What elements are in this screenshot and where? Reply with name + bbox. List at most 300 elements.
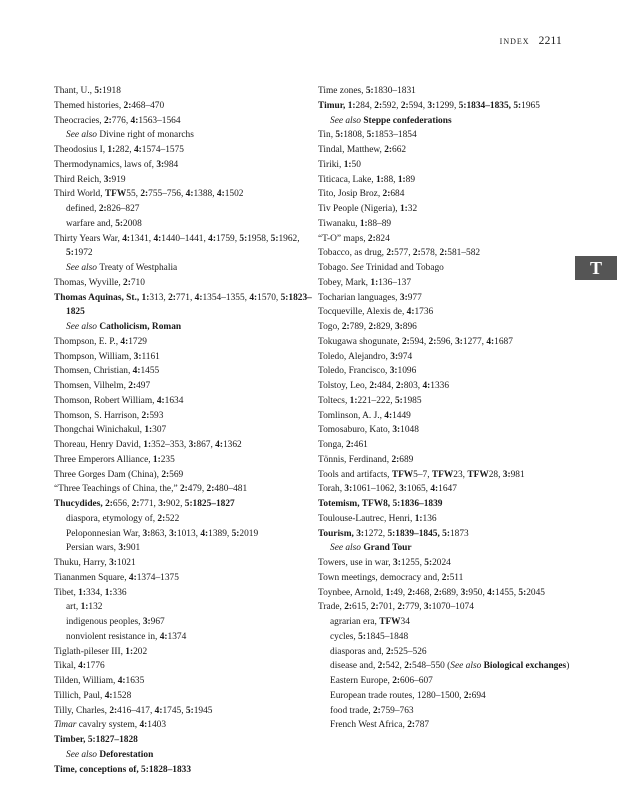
entry-text: 2: — [131, 499, 140, 509]
entry-text: 4: — [159, 631, 168, 642]
entry-text: 1336 — [430, 381, 450, 391]
entry-text: See — [350, 263, 364, 273]
entry-text: Divine right of monarchs — [99, 130, 194, 141]
index-entry — [318, 276, 580, 291]
entry-text: warfare and, — [66, 218, 116, 229]
entry-text: 4: — [139, 720, 148, 731]
entry-text: Deforestation — [99, 749, 154, 760]
entry-text: See also — [450, 661, 482, 672]
entry-text: 1374 — [167, 631, 187, 642]
entry-text: Tiwanaku, — [318, 218, 360, 229]
entry-text: 1061–1062, — [352, 484, 400, 495]
entry-text: 577, — [394, 248, 413, 259]
entry-text: Timur, — [318, 100, 348, 111]
index-entry — [54, 586, 316, 601]
entry-text: 2: — [434, 587, 442, 598]
entry-text: 759–763 — [380, 705, 414, 716]
entry-text: 829, — [376, 322, 395, 332]
entry-text: Tiriki, — [318, 159, 344, 170]
entry-text: 1958, — [247, 233, 271, 244]
entry-text: defined, — [66, 204, 99, 214]
entry-text: Tiglath-pileser III, — [54, 646, 126, 657]
entry-text: 1021 — [116, 558, 136, 568]
entry-text: 4: — [384, 410, 393, 421]
entry-text: 136–137 — [378, 277, 411, 288]
entry-text: 1647 — [438, 484, 457, 495]
index-column-right — [318, 84, 580, 733]
see-also-reference — [54, 748, 316, 763]
entry-text: 5–7, — [413, 469, 432, 480]
entry-text: 352–353, — [151, 440, 189, 450]
entry-text: 416–417, — [117, 705, 155, 716]
entry-text: 581–582 — [447, 248, 481, 259]
index-subentry — [54, 615, 316, 630]
entry-text: 2: — [400, 100, 409, 111]
entry-text: TFW — [467, 469, 489, 480]
entry-text: Third World, — [54, 189, 105, 200]
entry-text: 2: — [463, 690, 472, 701]
entry-text: 1635 — [125, 676, 145, 686]
entry-text: 5: — [66, 248, 74, 259]
entry-text: Toltecs, — [318, 395, 350, 406]
entry-text: 1: — [349, 395, 358, 406]
index-entry — [54, 763, 316, 778]
entry-text: 2: — [179, 484, 188, 495]
entry-text: 1: — [144, 425, 153, 436]
entry-text: 1013, — [176, 528, 201, 539]
entry-text: 3: — [344, 484, 353, 495]
index-subentry — [54, 202, 316, 217]
entry-text: 136 — [422, 513, 437, 524]
entry-text: 4: — [422, 381, 431, 391]
entry-text: 4: — [153, 233, 162, 244]
entry-text: 4: — [122, 233, 131, 244]
entry-text: Togo, — [318, 322, 342, 332]
entry-text: 525–526 — [393, 646, 427, 657]
index-entry — [318, 84, 580, 99]
entry-text: Grand Tour — [363, 543, 412, 554]
entry-text: 4: — [185, 189, 194, 200]
entry-text: TFW — [391, 469, 414, 480]
entry-text: Trinidad and Tobago — [363, 263, 444, 273]
index-entry — [54, 143, 316, 158]
running-header — [500, 35, 562, 47]
entry-text: Time, conceptions of, 5:1828–1833 — [54, 764, 192, 775]
index-entry — [318, 99, 580, 114]
entry-text: 2: — [141, 410, 150, 421]
entry-text: 2008 — [123, 218, 142, 229]
entry-text: 3: — [399, 484, 407, 495]
entry-text: 701, — [378, 602, 398, 613]
entry-text: 689 — [399, 454, 414, 465]
entry-text: 2019 — [239, 528, 259, 539]
entry-text: 55, — [126, 189, 141, 200]
entry-text: 3: — [118, 543, 127, 554]
index-entry — [318, 482, 580, 497]
index-entry — [54, 364, 316, 379]
entry-text: Tillich, Paul, — [54, 690, 105, 701]
entry-text: See also — [330, 115, 364, 126]
entry-text: Torah, — [318, 484, 345, 495]
entry-text: 1374–1375 — [136, 572, 179, 583]
entry-text: 202 — [133, 646, 148, 657]
entry-text: 1341, — [130, 233, 154, 244]
entry-text: 977 — [407, 292, 422, 303]
entry-text: Biological exchanges — [483, 661, 567, 672]
entry-text: 1: — [143, 440, 152, 450]
entry-text: Tikal, — [54, 661, 79, 672]
entry-text: Peloponnesian War, — [66, 528, 143, 539]
see-also-reference — [318, 541, 580, 556]
entry-text: 1759, — [215, 233, 240, 244]
entry-text: 3: — [389, 366, 398, 377]
entry-text: 2: — [161, 469, 170, 480]
entry-text: 1: — [370, 277, 379, 288]
entry-text: 1: — [78, 587, 86, 598]
entry-text: 3: — [103, 174, 112, 185]
entry-text: 221–222, — [357, 395, 395, 406]
entry-text: 2: — [368, 322, 377, 332]
entry-text: Thuku, Harry, — [54, 558, 110, 568]
entry-text: 2: — [206, 484, 215, 495]
entry-text: 461 — [353, 440, 368, 450]
entry-text: 2: — [374, 100, 383, 111]
entry-text: 34 — [400, 617, 410, 627]
entry-text: 694 — [471, 690, 486, 701]
entry-text: 950, — [468, 587, 488, 598]
index-entry — [318, 600, 580, 615]
index-entry — [54, 423, 316, 438]
entry-text: 594, — [408, 100, 428, 111]
index-subentry — [54, 600, 316, 615]
index-entry — [54, 276, 316, 291]
index-subentry — [318, 689, 580, 704]
entry-text: 522 — [165, 513, 180, 524]
entry-text: 776, — [111, 115, 131, 126]
entry-text: 1403 — [147, 720, 166, 731]
entry-text: indigenous peoples, — [66, 617, 143, 627]
entry-text: 2: — [386, 248, 395, 259]
entry-text: 592, — [382, 100, 401, 111]
index-entry — [318, 202, 580, 217]
entry-text: 497 — [136, 381, 151, 391]
entry-text: TFW — [379, 617, 401, 627]
entry-text: Theodosius I, — [54, 145, 108, 155]
entry-text: See also — [66, 749, 100, 760]
entry-text: Tibet, — [54, 587, 79, 598]
entry-text: Thant, U., — [54, 86, 95, 96]
index-entry — [318, 423, 580, 438]
entry-text: Steppe confederations — [363, 115, 452, 126]
entry-text: 803, — [403, 381, 423, 391]
page-number: 2211 — [538, 35, 562, 47]
index-entry — [54, 350, 316, 365]
entry-text: French West Africa, — [330, 720, 408, 731]
header-label: index — [499, 35, 530, 47]
entry-text: 480–481 — [214, 484, 248, 495]
entry-text: 1808, — [343, 130, 367, 141]
entry-text: 479, — [187, 484, 207, 495]
entry-text: Thoreau, Henry David, — [54, 440, 144, 450]
entry-text: food trade, — [330, 705, 373, 716]
entry-text: 2: — [367, 233, 376, 244]
entry-text: 1965 — [521, 100, 540, 111]
entry-text: 313, — [149, 292, 169, 303]
entry-text: 1070–1074 — [431, 602, 474, 613]
index-entry — [318, 453, 580, 468]
entry-text: 3: — [109, 558, 117, 568]
entry-text: Town meetings, democracy and, — [318, 572, 442, 583]
see-also-reference — [318, 114, 580, 129]
entry-text: 1502 — [224, 189, 244, 200]
entry-text: 779, — [405, 602, 424, 613]
entry-text: 336 — [112, 587, 127, 598]
entry-text: Tobago. — [318, 263, 351, 273]
entry-text: 3: — [158, 499, 166, 509]
entry-text: Tools and artifacts, — [318, 469, 392, 480]
entry-text: 4: — [208, 233, 216, 244]
entry-text: 3: — [455, 336, 463, 347]
entry-text: 4: — [130, 115, 139, 126]
index-entry — [54, 438, 316, 453]
index-subentry — [318, 630, 580, 645]
entry-text: 919 — [111, 174, 126, 185]
entry-text: Persian wars, — [66, 543, 119, 554]
entry-text: 484, — [377, 381, 396, 391]
entry-text: 2: — [105, 499, 113, 509]
entry-text: Tiananmen Square, — [54, 572, 129, 583]
entry-text: 2: — [385, 646, 394, 657]
entry-text: 3: — [502, 469, 511, 480]
entry-text: 2: — [407, 587, 416, 598]
entry-text: 1853–1854 — [374, 130, 417, 141]
entry-text: 284, — [355, 100, 375, 111]
entry-text: 4: — [486, 336, 495, 347]
entry-text: 615, — [352, 602, 371, 613]
index-entry — [318, 394, 580, 409]
entry-text: 3: — [156, 159, 165, 170]
entry-text: 1161 — [141, 351, 160, 362]
entry-text: 4: — [117, 676, 126, 686]
entry-text: 3: — [393, 558, 401, 568]
entry-text: 5: — [358, 631, 366, 642]
entry-text: 1277, — [462, 336, 487, 347]
entry-text: 1918 — [102, 86, 121, 96]
entry-text: 771, — [139, 499, 159, 509]
entry-text: 5: — [518, 587, 527, 598]
entry-text: 593 — [149, 410, 164, 421]
entry-text: 984 — [164, 159, 179, 170]
entry-text: 4: — [128, 572, 137, 583]
entry-text: 1972 — [73, 248, 93, 259]
entry-text: 1299, — [435, 100, 459, 111]
entry-text: 1: — [375, 174, 384, 185]
entry-text: See also — [66, 322, 100, 332]
index-entry — [54, 659, 316, 674]
entry-text: Tourism, — [318, 528, 357, 539]
entry-text: 1455 — [140, 366, 160, 377]
entry-text: 1: — [347, 100, 356, 111]
index-column-left — [54, 84, 316, 777]
entry-text: 2: — [341, 322, 350, 332]
entry-text: 3: — [169, 528, 177, 539]
entry-text: ) — [566, 661, 570, 672]
entry-text: 594, — [409, 336, 429, 347]
entry-text: 1: — [359, 218, 368, 229]
entry-text: 596, — [436, 336, 456, 347]
entry-text: Tomosaburo, Kato, — [318, 425, 393, 436]
entry-text: Toledo, Alejandro, — [318, 351, 391, 362]
index-entry — [54, 232, 316, 262]
index-entry — [54, 99, 316, 114]
entry-text: 578, — [420, 248, 440, 259]
entry-text: 5:1825–1827 — [184, 499, 235, 509]
entry-text: 3: — [133, 351, 142, 362]
entry-text: 1570, — [257, 292, 281, 303]
entry-text: 662 — [392, 145, 407, 155]
entry-text: 656, — [112, 499, 132, 509]
entry-text: 1: — [104, 587, 113, 598]
index-entry — [318, 364, 580, 379]
entry-text: 771, — [175, 292, 195, 303]
entry-text: Treaty of Westphalia — [99, 263, 178, 273]
index-entry — [318, 305, 580, 320]
entry-text: 902, — [166, 499, 185, 509]
index-entry — [318, 158, 580, 173]
entry-text: 1: — [141, 292, 150, 303]
entry-text: Themed histories, — [54, 100, 124, 111]
entry-text: 5:1823–1825 — [66, 292, 312, 318]
entry-text: 88–89 — [367, 218, 392, 229]
entry-text: Thompson, E. P., — [54, 336, 121, 347]
entry-text: 2: — [439, 248, 448, 259]
entry-text: Trade, — [318, 602, 345, 613]
entry-text: 5: — [115, 218, 123, 229]
entry-text: Thomson, Robert William, — [54, 395, 157, 406]
entry-text: agrarian era, — [330, 617, 380, 627]
entry-text: 1362 — [222, 440, 242, 450]
entry-text: 826–827 — [106, 204, 140, 214]
entry-text: 3: — [188, 440, 197, 450]
entry-text: 2: — [428, 336, 437, 347]
entry-text: 787 — [415, 720, 430, 731]
entry-text: 1945 — [193, 705, 213, 716]
entry-text: 974 — [398, 351, 413, 362]
entry-text: 32 — [407, 204, 418, 214]
entry-text: 5: — [424, 558, 433, 568]
entry-text: 1: — [80, 602, 89, 613]
entry-text: “T-O” maps, — [318, 233, 368, 244]
entry-text: Tolstoy, Leo, — [318, 381, 370, 391]
entry-text: 2: — [407, 720, 415, 731]
entry-text: 967 — [150, 617, 165, 627]
entry-text: 1048 — [400, 425, 419, 436]
entry-text: 4: — [216, 189, 225, 200]
entry-text: 2: — [345, 440, 354, 450]
see-also-reference — [54, 261, 316, 276]
index-entry — [318, 556, 580, 571]
entry-text: 2: — [392, 676, 401, 686]
index-entry — [54, 704, 316, 719]
index-entry — [318, 586, 580, 601]
entry-text: Eastern Europe, — [330, 676, 393, 686]
index-entry — [318, 187, 580, 202]
entry-text: Toynbee, Arnold, — [318, 587, 386, 598]
entry-text: 1: — [152, 454, 161, 465]
index-entry — [54, 409, 316, 424]
entry-text: Tobey, Mark, — [318, 277, 371, 288]
entry-text: 2: — [369, 381, 378, 391]
entry-text: 1: — [414, 513, 423, 524]
entry-text: Thompson, William, — [54, 351, 134, 362]
index-entry — [54, 84, 316, 99]
entry-text: 5: — [394, 395, 403, 406]
entry-text: 4: — [430, 484, 439, 495]
entry-text: Timber, 5:1827–1828 — [54, 735, 138, 745]
entry-text: 1455, — [494, 587, 519, 598]
entry-text: See also — [66, 263, 100, 273]
entry-text: 542, — [385, 661, 405, 672]
entry-text: 282, — [115, 145, 134, 155]
entry-text: 710 — [130, 277, 145, 288]
index-entry — [54, 379, 316, 394]
entry-text: Thermodynamics, laws of, — [54, 159, 157, 170]
entry-text: 307 — [152, 425, 167, 436]
entry-text: 1: — [125, 646, 134, 657]
entry-text: 5: — [239, 233, 248, 244]
entry-text: Catholicism, Roman — [99, 322, 182, 332]
entry-text: diasporas and, — [330, 646, 386, 657]
index-entry — [54, 114, 316, 129]
entry-text: 548–550 ( — [412, 661, 451, 672]
index-entry — [54, 718, 316, 733]
entry-text: See also — [330, 543, 364, 554]
entry-text: 1776 — [85, 661, 105, 672]
entry-text: 3: — [390, 351, 399, 362]
entry-text: 4: — [78, 661, 86, 672]
index-entry — [318, 497, 580, 512]
see-also-reference — [54, 320, 316, 335]
entry-text: 3: — [142, 528, 151, 539]
entry-text: 2: — [397, 602, 406, 613]
index-entry — [318, 128, 580, 143]
entry-text: 824 — [375, 233, 390, 244]
index-entry — [318, 246, 580, 261]
index-entry — [54, 689, 316, 704]
entry-text: 755–756, — [148, 189, 186, 200]
entry-text: 28, — [488, 469, 503, 480]
index-entry — [318, 468, 580, 483]
entry-text: 3: — [142, 617, 151, 627]
entry-text: 863, — [150, 528, 170, 539]
entry-text: 23, — [453, 469, 468, 480]
entry-text: 2: — [412, 248, 421, 259]
entry-text: 1687 — [494, 336, 513, 347]
entry-text: Thomsen, Christian, — [54, 366, 133, 377]
entry-text: 2: — [103, 115, 112, 126]
index-entry — [318, 143, 580, 158]
entry-text: 3: — [394, 322, 403, 332]
entry-text: Three Gorges Dam (China), — [54, 469, 162, 480]
entry-text: 1440–1441, — [161, 233, 209, 244]
entry-text: Toledo, Francisco, — [318, 366, 390, 377]
entry-text: 1830–1831 — [373, 86, 416, 96]
entry-text: Time zones, — [318, 86, 366, 96]
entry-text: 4: — [154, 705, 163, 716]
entry-text: 1065, — [406, 484, 431, 495]
entry-text: 334, — [85, 587, 105, 598]
entry-text: 4: — [120, 336, 129, 347]
